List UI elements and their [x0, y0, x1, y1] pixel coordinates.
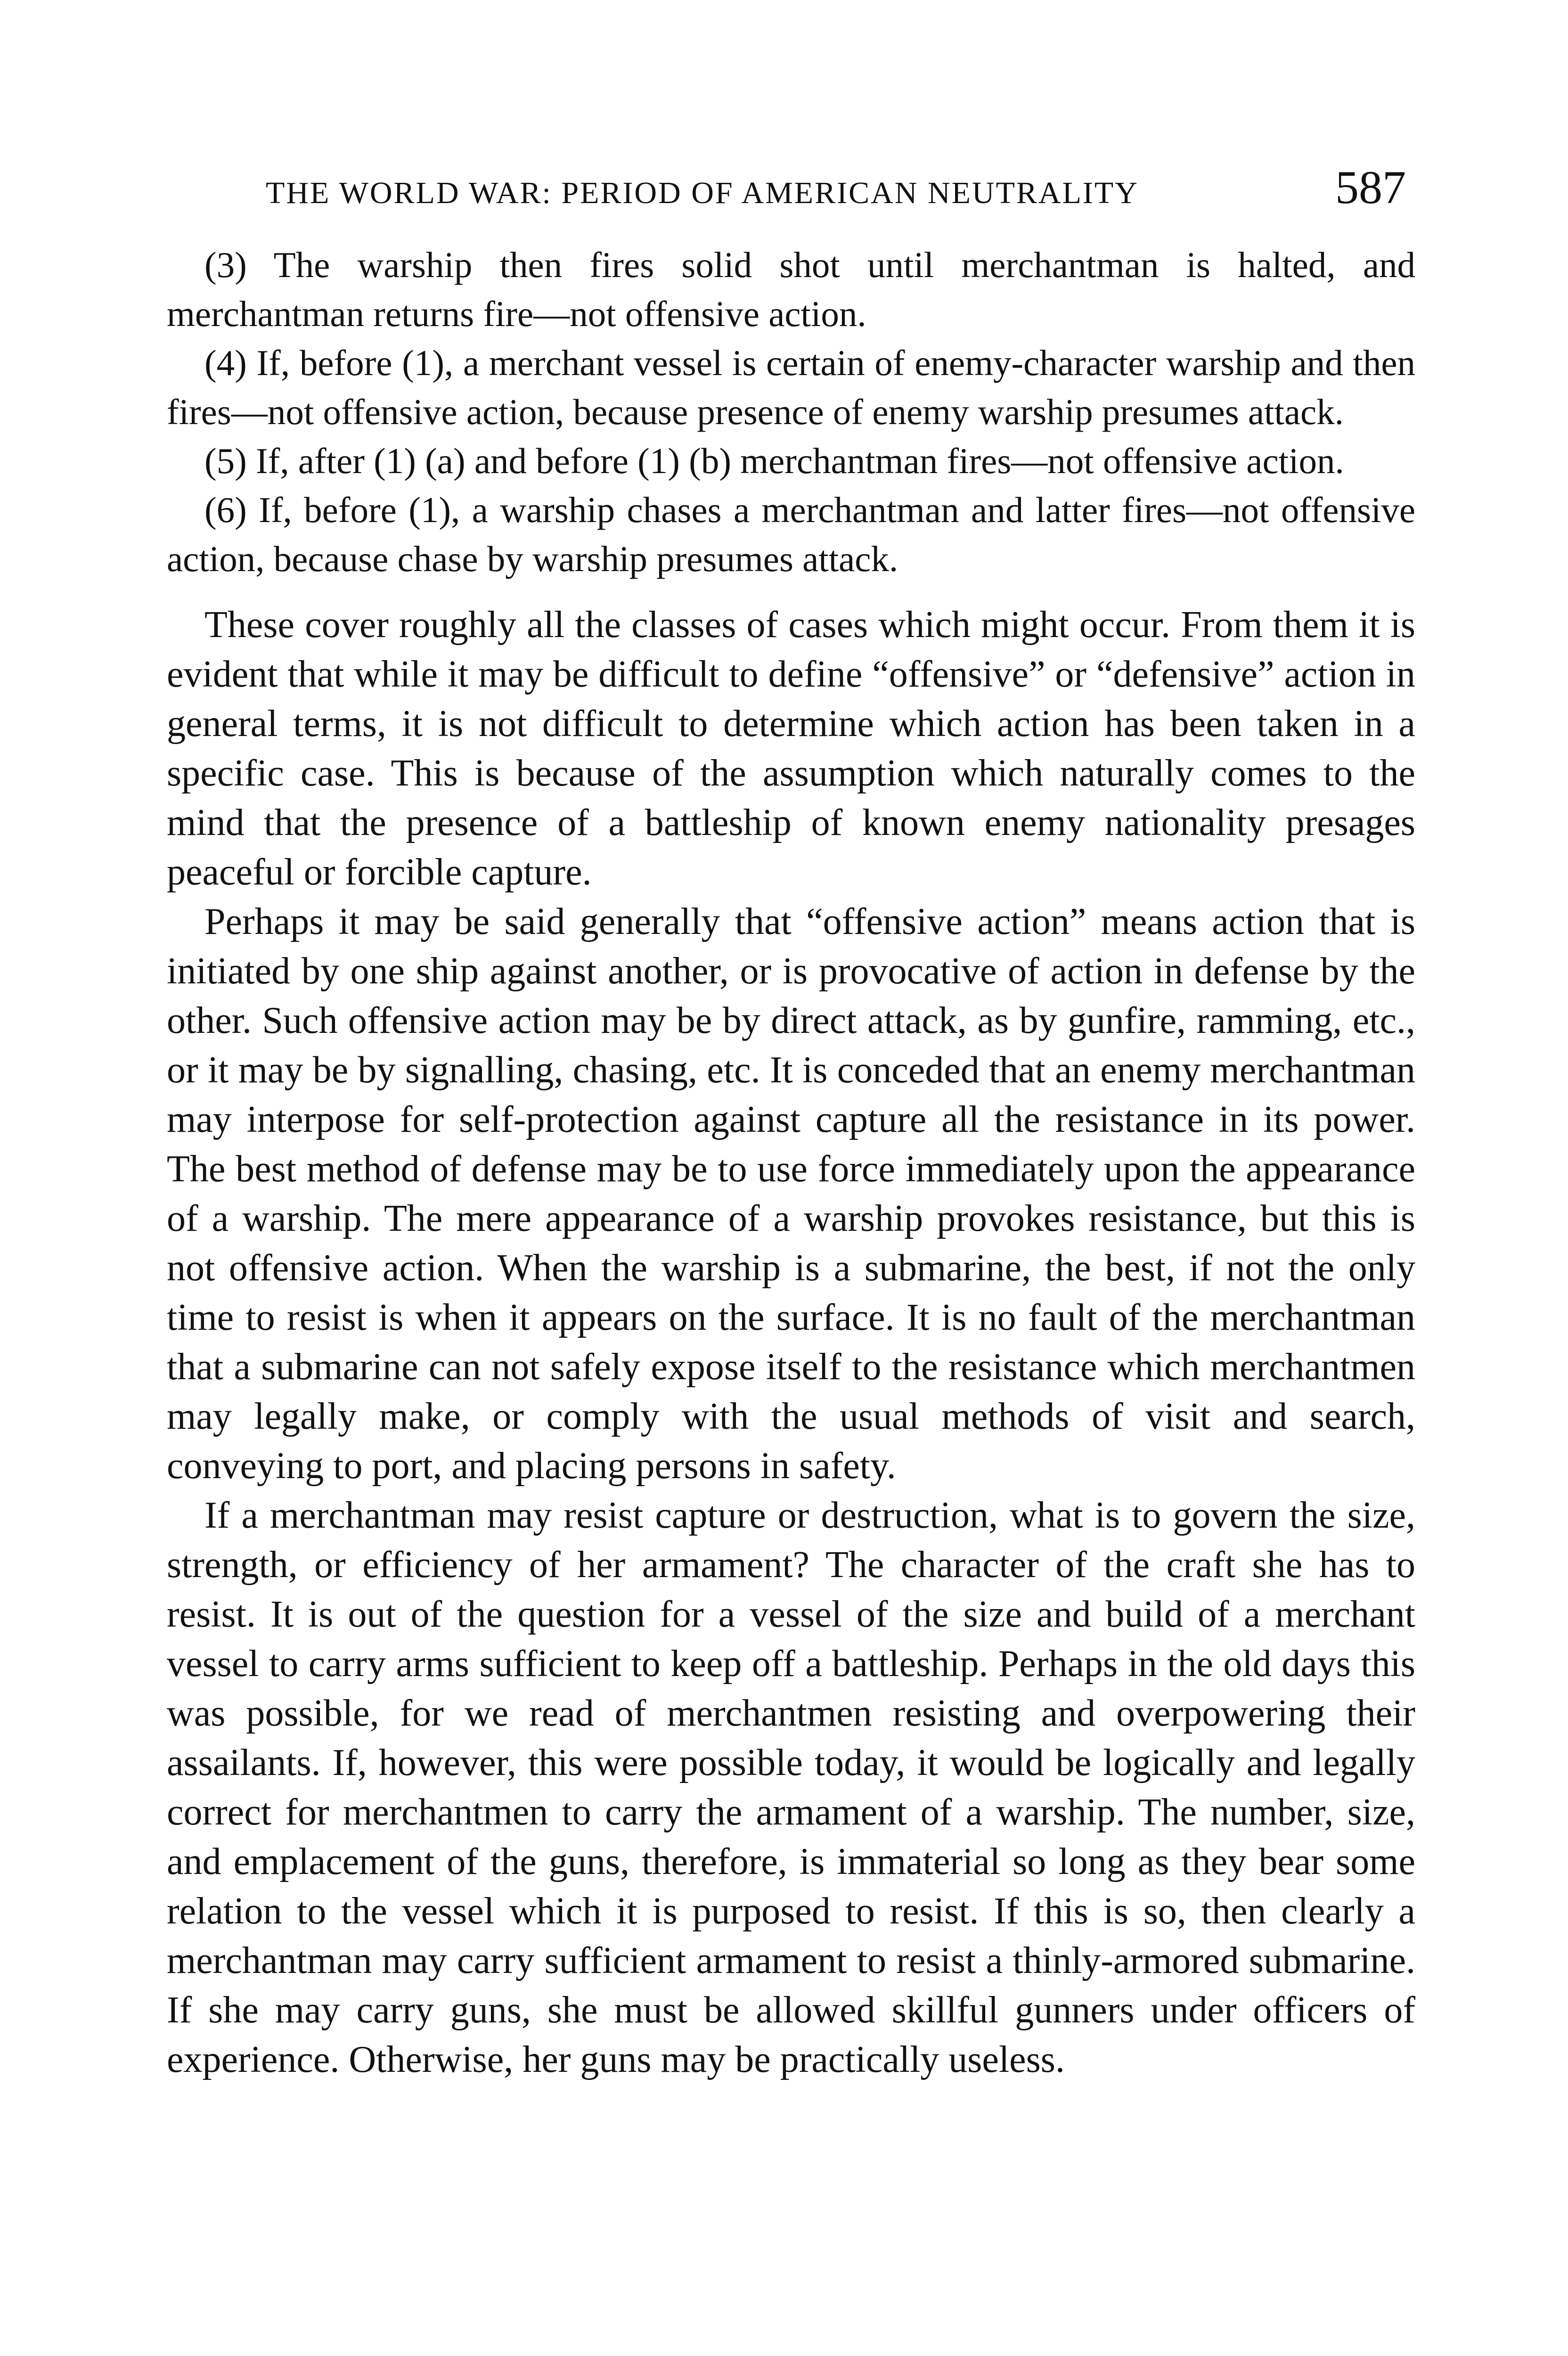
case-item: (6) If, before (1), a warship chases a merchantman and latter fires—not offensive action, because chase by warship presumes attack. [167, 490, 1415, 579]
case-item: (4) If, before (1), a merchant vessel is certain of enemy-character warship and then fires—not offensive action, because presence of enemy warship presumes attack. [167, 343, 1415, 432]
case-item: (5) If, after (1) (a) and before (1) (b) merchantman fires—not offensive action. [204, 441, 1344, 481]
paragraph: Perhaps it may be said generally that “offensive action” means action that is initiated by one ship against another, or is provocative of action in defense by the other. Such offensive action may be by direct attack, as by gunfire, ramming, etc., or it may be by signalling, chasing, etc. It is conceded that an enemy merchantman may interpose for self-protection against capture all the resistance in its power. The best method of defense may be to use force immediately upon the appearance of a warship. The mere appearance of a warship provokes resistance, but this is not offensive action. When the warship is a submarine, the best, if not the only time to resist is when it appears on the surface. It is no fault of the merchantman that a submarine can not safely expose itself to the resistance which merchantmen may legally make, or comply with the usual methods of visit and search, conveying to port, and placing persons in safety. [167, 901, 1415, 1487]
paragraph: If a merchantman may resist capture or destruction, what is to govern the size, strength, or efficiency of her armament? The character of the craft she has to resist. It is out of the question for a vessel of the size and build of a merchant vessel to carry arms sufficient to keep off a battleship. Perhaps in the old days this was possible, for we read of merchantmen resisting and overpowering their assailants. If, however, this were possible today, it would be logically and legally correct for merchantmen to carry the armament of a warship. The number, size, and emplacement of the guns, therefore, is immaterial so long as they bear some relation to the vessel which it is purposed to resist. If this is so, then clearly a merchantman may carry sufficient armament to resist a thinly-armored submarine. If she may carry guns, she must be allowed skillful gunners under officers of experience. Otherwise, her guns may be practically useless. [167, 1495, 1415, 2080]
section-gap [167, 583, 1415, 600]
page-number: 587 [1335, 161, 1406, 213]
page-header [167, 160, 1415, 221]
paragraph: These cover roughly all the classes of cases which might occur. From them it is evident that while it may be difficult to define “offensive” or “defensive” action in general terms, it is not difficult to determine which action has been taken in a specific case. This is because of the assumption which naturally comes to the mind that the presence of a battleship of known enemy nationality presages peaceful or forcible capture. [167, 604, 1415, 893]
body-text [167, 600, 1415, 2085]
case-item: (3) The warship then fires solid shot until merchantman is halted, and merchantman returns fire—not offensive action. [167, 245, 1415, 334]
running-head: THE WORLD WAR: PERIOD OF AMERICAN NEUTRALITY [266, 176, 1139, 210]
book-page [167, 160, 1415, 2085]
case-list [167, 240, 1415, 583]
